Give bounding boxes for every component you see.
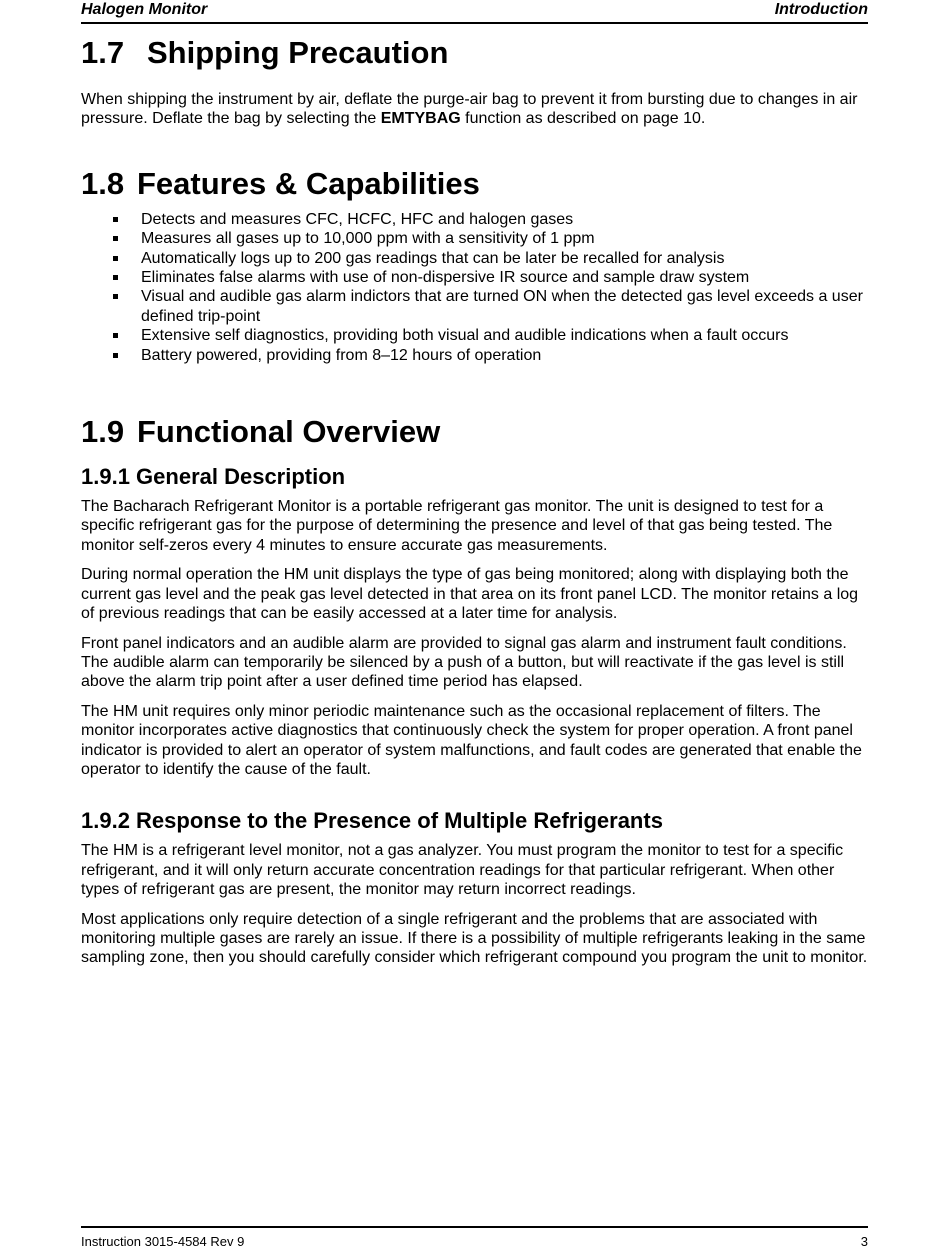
text-run: function as described on page 10.	[460, 110, 706, 128]
subsection-1-9-2-heading: 1.9.2 Response to the Presence of Multiple Refrigerants	[81, 808, 663, 834]
page-number: 3	[860, 1234, 868, 1249]
subsection-1-9-1-heading: 1.9.1 General Description	[81, 464, 346, 490]
feature-list-item	[81, 249, 868, 268]
body-paragraph: During normal operation the HM unit displays the type of gas being monitored; along with displaying both the current gas level and the peak gas level detected in that area on its front panel LCD. The monitor retains a log of previous readings that can be easily accessed at a later time for analysis.	[81, 566, 859, 623]
text-run: When shipping the instrument by air, deflate the purge-air bag to prevent it from bursting due to changes in air pressure. Deflate the bag by selecting the	[81, 91, 858, 128]
feature-list-item	[81, 346, 868, 365]
emtybag-keyword: EMTYBAG	[380, 110, 461, 128]
body-paragraph: Most applications only require detection of a single refrigerant and the problems that are associated with monitoring multiple gases are rarely an issue. If there is a possibility of multiple refrigerants leaking in the same sampling zone, then you should carefully consider which refrigerant compound you program the unit to monitor.	[81, 910, 868, 967]
feature-list-item	[81, 210, 868, 229]
bullet-icon	[113, 236, 118, 241]
body-paragraph: The Bacharach Refrigerant Monitor is a portable refrigerant gas monitor. The unit is designed to test for a specific refrigerant gas for the purpose of determining the presence and level of that gas being tested. The monitor self-zeros every 4 minutes to ensure accurate gas measurements.	[81, 498, 833, 554]
bullet-icon	[113, 333, 118, 338]
feature-list-item	[81, 326, 868, 345]
features-list	[81, 210, 868, 365]
running-footer	[81, 1226, 868, 1252]
section-number: 1.9	[81, 414, 125, 450]
body-paragraph: The HM is a refrigerant level monitor, not a gas analyzer. You must program the monitor to test for a specific refrigerant, and it will only return accurate concentration readings for that particular refrigerant. When other types of refrigerant gas are present, the monitor may return incorrect readings.	[81, 842, 844, 899]
feature-text: Extensive self diagnostics, providing both visual and audible indications when a fault occurs	[141, 327, 789, 345]
section-title: Shipping Precaution	[147, 35, 449, 70]
header-chapter-title: Introduction	[774, 1, 868, 18]
body-paragraph: Front panel indicators and an audible alarm are provided to signal gas alarm and instrument fault conditions. The audible alarm can temporarily be silenced by a push of a button, but will reactivate if the gas level is still above the alarm trip point after a user defined time period has elapsed.	[81, 634, 847, 691]
multiple-refrigerants-body	[81, 841, 868, 967]
section-number: 1.8	[81, 165, 125, 201]
feature-text: Automatically logs up to 200 gas readings that can be later be recalled for analysis	[141, 249, 725, 267]
body-paragraph: The HM unit requires only minor periodic maintenance such as the occasional replacement of filters. The monitor incorporates active diagnostics that continuously check the system for proper operation. A front panel indicator is provided to alert an operator of system malfunctions, and fault codes are generated that enable the operator to identify the cause of the fault.	[81, 702, 862, 778]
feature-text: Visual and audible gas alarm indictors that are turned ON when the detected gas level exceeds a user defined trip-point	[141, 288, 863, 325]
bullet-icon	[113, 353, 118, 358]
page-content	[81, 34, 868, 968]
feature-text: Measures all gases up to 10,000 ppm with a sensitivity of 1 ppm	[141, 230, 595, 248]
section-number: 1.7	[81, 35, 125, 70]
section-1-8-heading	[81, 165, 868, 203]
feature-list-item	[81, 268, 868, 287]
header-doc-title: Halogen Monitor	[81, 1, 208, 18]
feature-text: Detects and measures CFC, HCFC, HFC and halogen gases	[141, 210, 574, 228]
section-title: Features & Capabilities	[137, 165, 480, 201]
feature-list-item	[81, 287, 868, 326]
section-1-7-heading	[81, 34, 868, 72]
bullet-icon	[113, 256, 118, 261]
feature-list-item	[81, 229, 868, 248]
bullet-icon	[113, 217, 118, 222]
bullet-icon	[113, 275, 118, 280]
footer-doc-number: Instruction 3015-4584 Rev 9	[81, 1234, 245, 1249]
running-header	[81, 0, 868, 24]
section-1-9-heading	[81, 413, 868, 451]
feature-text: Battery powered, providing from 8–12 hours of operation	[141, 346, 542, 364]
bullet-icon	[113, 294, 118, 299]
shipping-paragraph	[81, 90, 868, 129]
section-title: Functional Overview	[137, 414, 441, 450]
feature-text: Eliminates false alarms with use of non-dispersive IR source and sample draw system	[141, 269, 750, 287]
general-description-body	[81, 497, 868, 779]
